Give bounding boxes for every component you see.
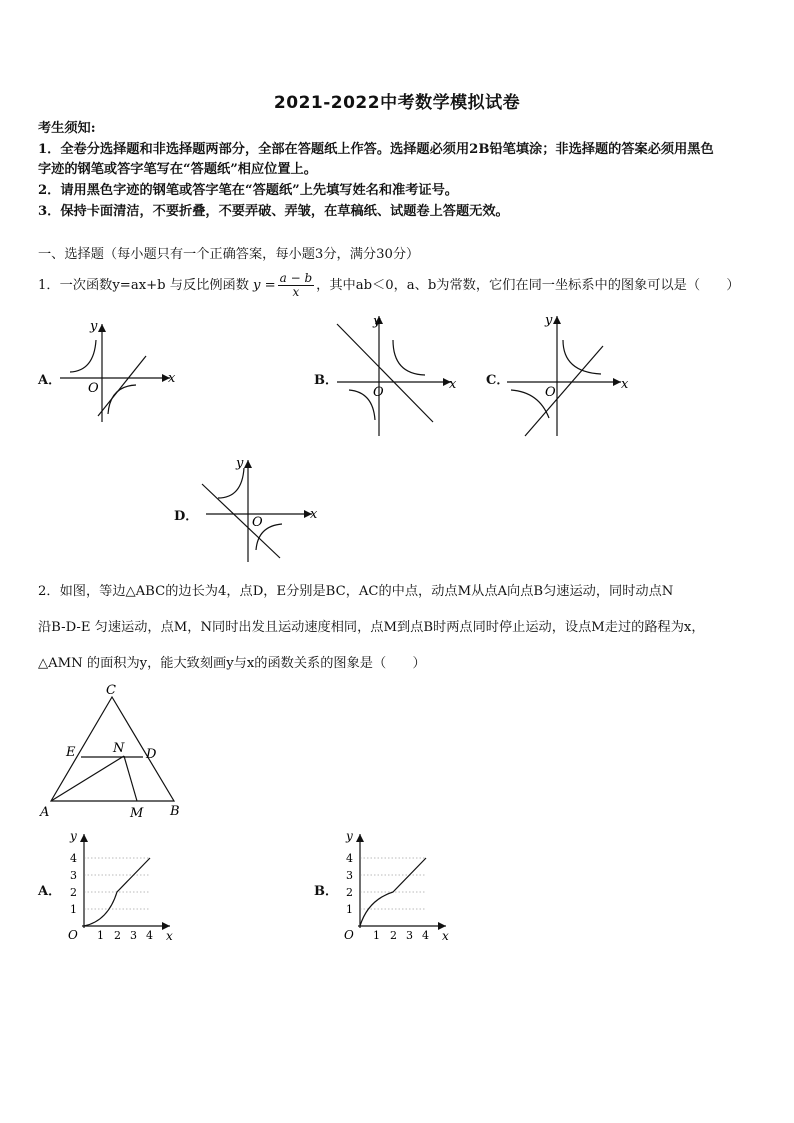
q2b-origin-label: O bbox=[344, 928, 354, 942]
q2a-origin-label: O bbox=[68, 928, 78, 942]
q1c-x-label: x bbox=[621, 377, 629, 392]
q2b-xtick-4: 4 bbox=[422, 929, 429, 942]
q1-option-d-label: D． bbox=[174, 509, 199, 524]
section-heading: 一、选择题（每小题只有一个正确答案，每小题3分，满分30分） bbox=[38, 247, 420, 262]
q2a-ytick-2: 2 bbox=[70, 886, 77, 899]
q1c-origin-label: O bbox=[545, 385, 556, 400]
q1b-origin-label: O bbox=[373, 385, 384, 400]
q1-fraction-lhs: y = bbox=[252, 277, 276, 293]
q2b-xtick-2: 2 bbox=[390, 929, 397, 942]
q1a-origin-label: O bbox=[88, 381, 99, 396]
q2-graph-b bbox=[336, 828, 461, 944]
q1a-y-label: y bbox=[90, 319, 98, 334]
q1a-x-label: x bbox=[168, 371, 176, 386]
notice-line-3: 2．请用黑色字迹的钢笔或答字笔在“答题纸”上先填写姓名和准考证号。 bbox=[38, 183, 458, 198]
q1-option-a-label: A． bbox=[38, 373, 62, 388]
q1d-y-label: y bbox=[236, 456, 244, 471]
q1-graph-c bbox=[505, 310, 635, 440]
q1-option-c-label: C． bbox=[486, 373, 510, 388]
question-1 bbox=[38, 266, 740, 304]
q2-triangle-figure bbox=[36, 680, 196, 825]
notice-line-2: 字迹的钢笔或答字笔写在“答题纸”相应位置上。 bbox=[38, 162, 317, 177]
q1c-y-label: y bbox=[545, 313, 553, 328]
q2b-xtick-1: 1 bbox=[373, 929, 380, 942]
q1-prefix: 1．一次函数y=ax+b 与反比例函数 bbox=[38, 277, 249, 293]
point-d-label: D bbox=[146, 747, 157, 762]
q1-fraction-denominator: x bbox=[292, 284, 300, 299]
q2-option-a-label: A． bbox=[38, 884, 62, 899]
q2b-x-label: x bbox=[442, 929, 449, 943]
q1d-x-label: x bbox=[310, 507, 318, 522]
q2a-xtick-4: 4 bbox=[146, 929, 153, 942]
q2b-ytick-4: 4 bbox=[346, 852, 353, 865]
q1-suffix: ，其中ab＜0，a、b为常数，它们在同一坐标系中的图象可以是（ ） bbox=[316, 277, 740, 293]
point-n-label: N bbox=[113, 741, 125, 756]
q2a-ytick-1: 1 bbox=[70, 903, 77, 916]
q1-graph-a bbox=[58, 316, 188, 426]
q2a-x-label: x bbox=[166, 929, 173, 943]
q2-line-1: 2．如图，等边△ABC的边长为4，点D，E分别是BC，AC的中点，动点M从点A向点B匀速运动，同时动点N bbox=[38, 584, 674, 599]
q1-fraction-numerator: a − b bbox=[279, 270, 313, 285]
q2b-xtick-3: 3 bbox=[406, 929, 413, 942]
q2-line-2: 沿B-D-E 匀速运动，点M，N同时出发且运动速度相同，点M到点B时两点同时停止运动，设点M走过的路程为x， bbox=[38, 620, 705, 635]
q2-graph-a bbox=[60, 828, 185, 944]
page-title: 2021-2022中考数学模拟试卷 bbox=[273, 93, 521, 113]
q1-fraction bbox=[278, 272, 315, 299]
q2a-y-label: y bbox=[70, 829, 77, 843]
q2a-xtick-3: 3 bbox=[130, 929, 137, 942]
q1-graph-b bbox=[335, 310, 465, 440]
q1b-x-label: x bbox=[449, 377, 457, 392]
q2-line-3: △AMN 的面积为y，能大致刻画y与x的函数关系的图象是（ ） bbox=[38, 656, 426, 671]
q2b-ytick-3: 3 bbox=[346, 869, 353, 882]
q2b-ytick-2: 2 bbox=[346, 886, 353, 899]
vertex-c-label: C bbox=[106, 683, 116, 698]
q2-option-b-label: B． bbox=[314, 884, 338, 899]
q2b-y-label: y bbox=[346, 829, 353, 843]
q1-option-b-label: B． bbox=[314, 373, 338, 388]
notice-line-1: 1．全卷分选择题和非选择题两部分，全部在答题纸上作答。选择题必须用2B铅笔填涂；非选择题的答案必须用黑色 bbox=[38, 142, 714, 157]
q2b-ytick-1: 1 bbox=[346, 903, 353, 916]
q1b-y-label: y bbox=[373, 314, 381, 329]
vertex-a-label: A bbox=[40, 805, 50, 820]
point-m-label: M bbox=[130, 806, 144, 821]
q1-graph-d bbox=[198, 454, 328, 566]
q2a-xtick-1: 1 bbox=[97, 929, 104, 942]
q1d-origin-label: O bbox=[252, 515, 263, 530]
q2a-ytick-4: 4 bbox=[70, 852, 77, 865]
notice-heading: 考生须知: bbox=[38, 121, 96, 136]
vertex-b-label: B bbox=[170, 804, 180, 819]
q2a-ytick-3: 3 bbox=[70, 869, 77, 882]
notice-line-4: 3．保持卡面清洁，不要折叠，不要弄破、弄皱，在草稿纸、试题卷上答题无效。 bbox=[38, 204, 509, 219]
point-e-label: E bbox=[66, 745, 76, 760]
q2a-xtick-2: 2 bbox=[114, 929, 121, 942]
